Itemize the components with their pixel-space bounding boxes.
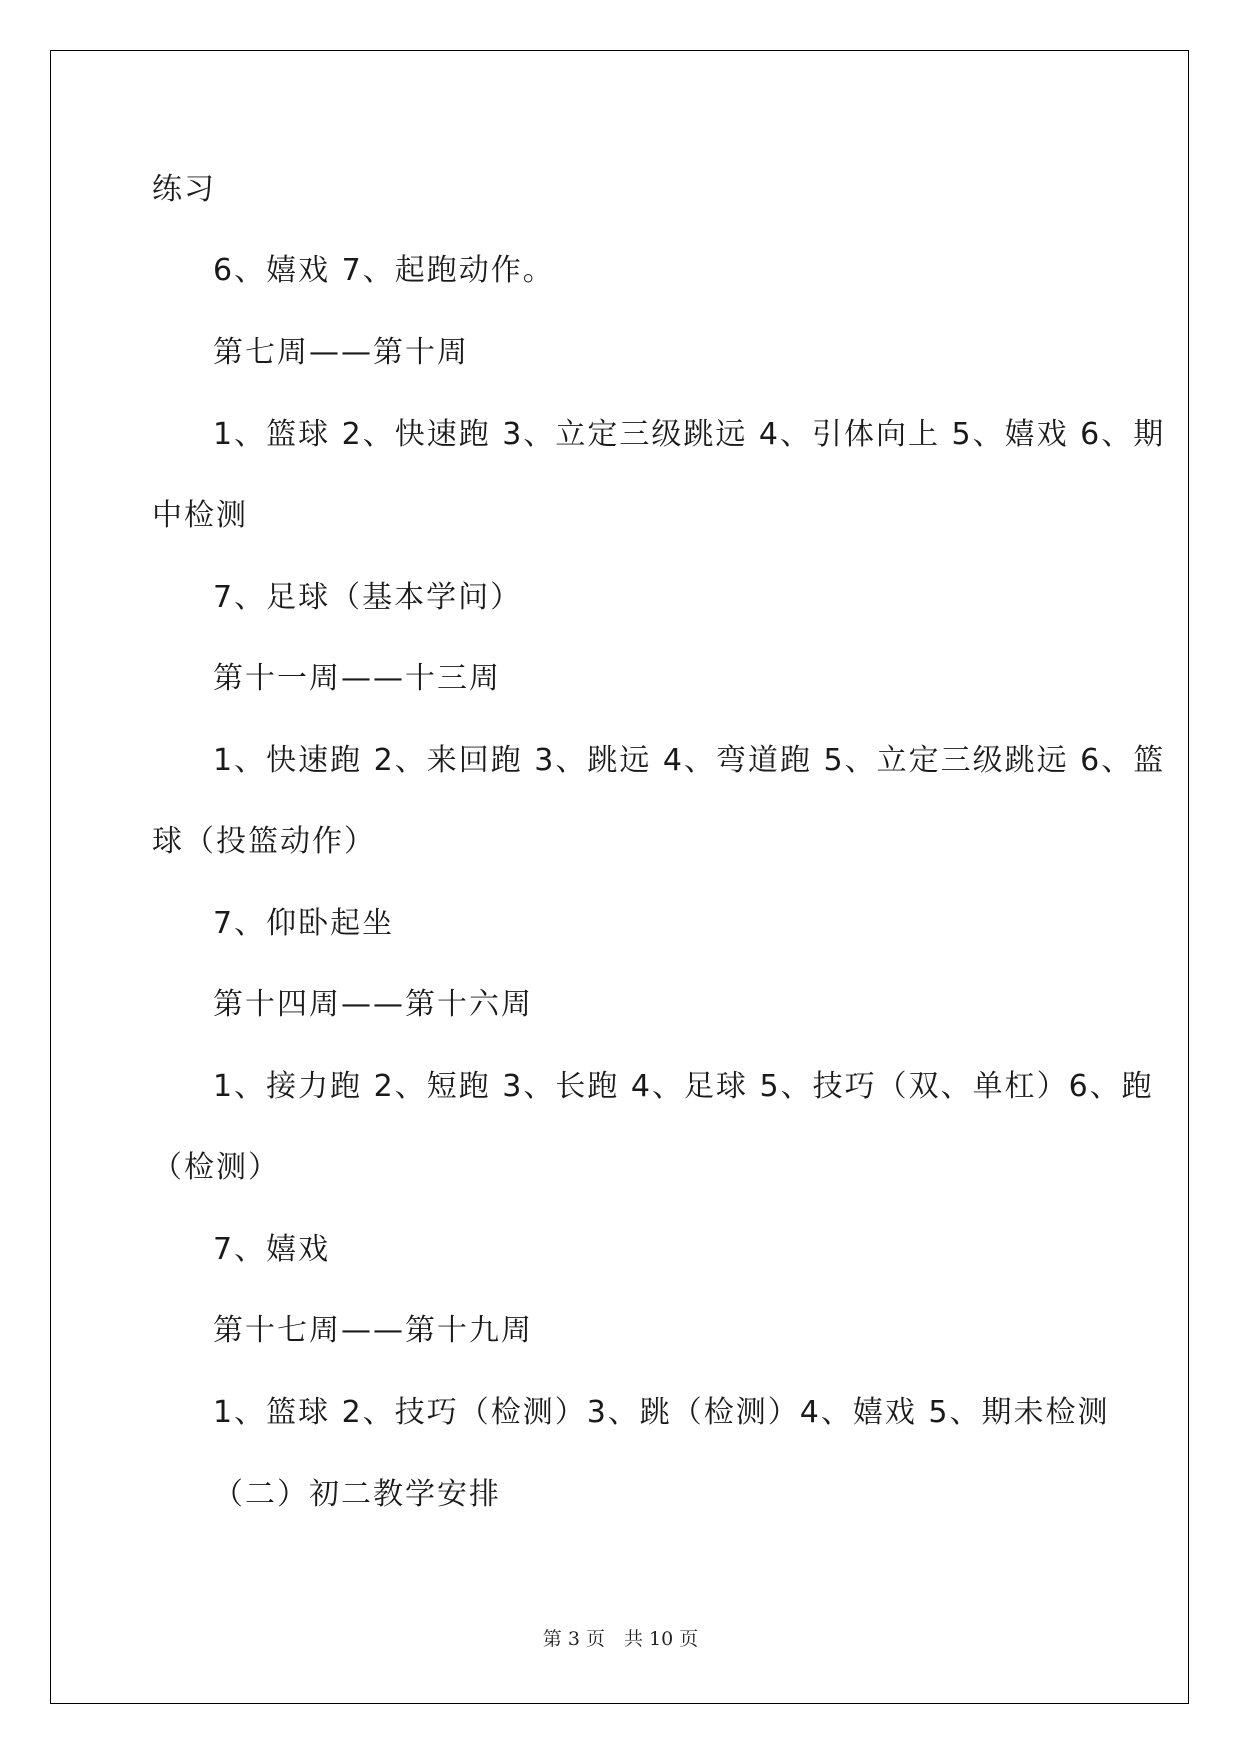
week-heading-11-13: 第十一周——十三周 xyxy=(213,661,501,696)
text-line-10: 7、仰卧起坐 xyxy=(213,906,395,941)
week-heading-7-10: 第七周——第十周 xyxy=(213,335,469,370)
text-line-2: 6、嬉戏 7、起跑动作。 xyxy=(213,253,555,288)
text-line-12: 1、接力跑 2、短跑 3、长跑 4、足球 5、技巧（双、单杠）6、跑 xyxy=(213,1069,1154,1104)
week-heading-17-19: 第十七周——第十九周 xyxy=(213,1313,533,1348)
text-line-4: 1、篮球 2、快速跑 3、立定三级跳远 4、引体向上 5、嬉戏 6、期 xyxy=(213,417,1166,452)
text-line-6: 7、足球（基本学问） xyxy=(213,580,523,615)
text-line-1: 练习 xyxy=(152,172,216,207)
text-line-5: 中检测 xyxy=(152,498,248,533)
page-border xyxy=(50,50,1189,1704)
text-line-14: 7、嬉戏 xyxy=(213,1232,331,1267)
text-line-16: 1、篮球 2、技巧（检测）3、跳（检测）4、嬉戏 5、期未检测 xyxy=(213,1395,1110,1430)
text-line-13: （检测） xyxy=(152,1150,280,1185)
section-heading-grade-2: （二）初二教学安排 xyxy=(213,1477,501,1512)
text-line-9: 球（投篮动作） xyxy=(152,824,376,859)
text-line-8: 1、快速跑 2、来回跑 3、跳远 4、弯道跑 5、立定三级跳远 6、篮 xyxy=(213,743,1166,778)
week-heading-14-16: 第十四周——第十六周 xyxy=(213,987,533,1022)
page-number-footer: 第 3 页 共 10 页 xyxy=(542,1628,699,1650)
